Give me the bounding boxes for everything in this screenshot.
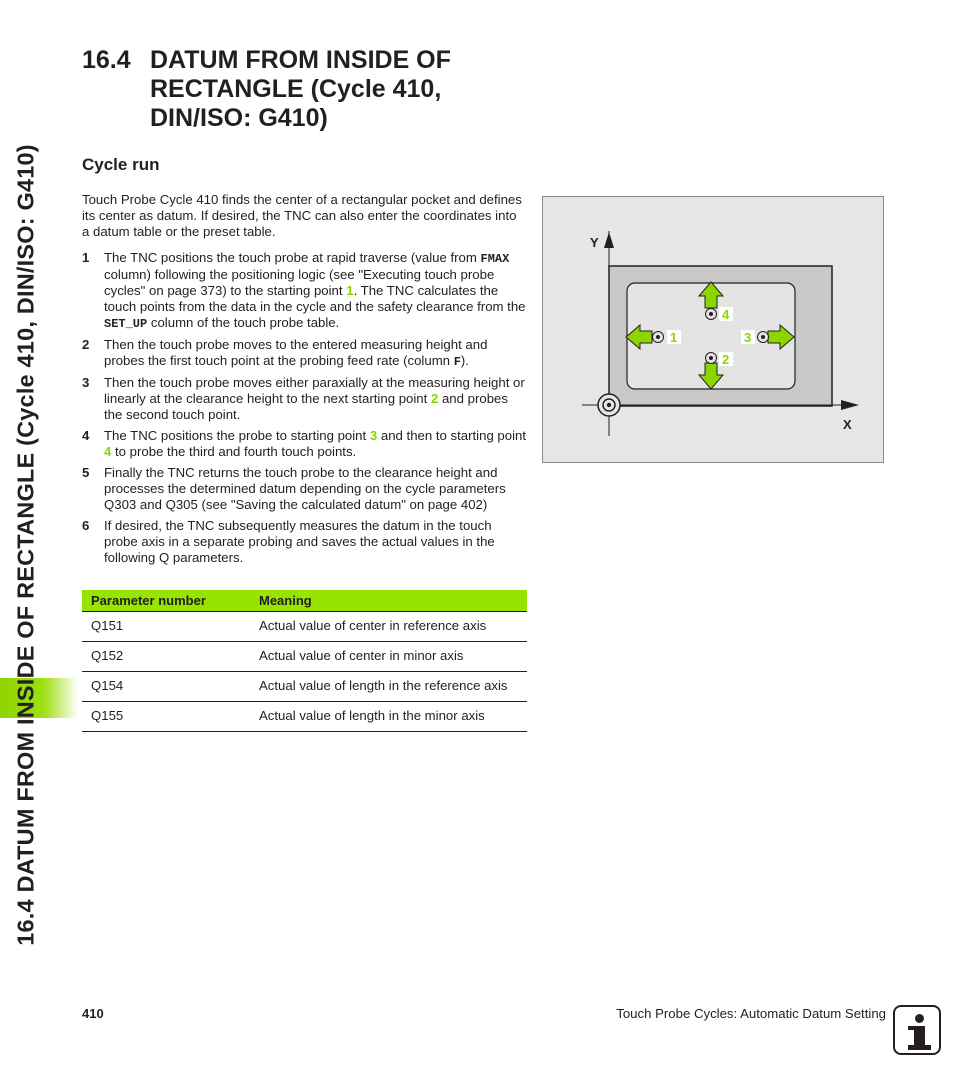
footer-text: Touch Probe Cycles: Automatic Datum Setting xyxy=(616,1006,886,1021)
section-title: DATUM FROM INSIDE OF RECTANGLE (Cycle 410, DIN/ISO: G410) xyxy=(150,46,451,132)
step-2: 2 Then the touch probe moves to the entered measuring height and probes the first touch point at the probing feed rate (column F). xyxy=(82,337,488,369)
point-label-2: 2 xyxy=(722,352,730,367)
table-cell: Actual value of length in the minor axis xyxy=(250,702,527,732)
table-row xyxy=(82,702,527,732)
touch-point-1-icon xyxy=(653,332,664,343)
q-parameter-table xyxy=(82,590,527,732)
section-heading: Cycle run xyxy=(82,155,160,174)
point-label-3: 3 xyxy=(744,330,752,345)
point-label-1: 1 xyxy=(670,330,678,345)
y-axis-label: Y xyxy=(590,235,599,250)
section-number: 16.4 xyxy=(82,46,131,74)
table-cell: Actual value of center in minor axis xyxy=(250,642,527,672)
probing-diagram xyxy=(542,196,884,463)
info-icon xyxy=(893,1005,941,1055)
touch-point-3-icon xyxy=(758,332,769,343)
point-label-4: 4 xyxy=(722,307,730,322)
step-1: 1 The TNC positions the touch probe at rapid traverse (value from FMAX column) following the positioning logic (see "Executing touch probe cycles" on page 373) to the starting point 1. The TNC calculates the touch points from the data in the cycle and the safety clearance from the SET_UP column of the touch probe table. xyxy=(82,250,526,331)
page-number: 410 xyxy=(82,1006,104,1021)
table-row xyxy=(82,642,527,672)
touch-point-4-icon xyxy=(706,309,717,320)
step-6: 6 If desired, the TNC subsequently measures the datum in the touch probe axis in a separate probing and saves the actual values in the following Q parameters. xyxy=(82,518,495,565)
x-axis-label: X xyxy=(843,417,852,432)
table-cell: Actual value of length in the reference axis xyxy=(250,672,527,702)
intro-paragraph: Touch Probe Cycle 410 finds the center of a rectangular pocket and defines its center as datum. If desired, the TNC can also enter the coordinates into a datum table or the preset table. xyxy=(82,192,522,239)
table-cell: Q151 xyxy=(82,612,250,642)
table-row xyxy=(82,612,527,642)
step-4: 4 The TNC positions the probe to starting point 3 and then to starting point 4 to probe the third and fourth touch points. xyxy=(82,428,527,459)
step-5: 5 Finally the TNC returns the touch probe to the clearance height and processes the determined datum depending on the cycle parameters Q303 and Q305 (see "Saving the calculated datum" on page 402) xyxy=(82,465,506,512)
table-cell: Q154 xyxy=(82,672,250,702)
column-header-meaning: Meaning xyxy=(250,590,527,612)
table-header-row xyxy=(82,590,527,612)
touch-point-2-icon xyxy=(706,353,717,364)
table-cell: Actual value of center in reference axis xyxy=(250,612,527,642)
column-header-parameter: Parameter number xyxy=(82,590,250,612)
step-list xyxy=(82,250,528,571)
datum-icon xyxy=(598,394,620,416)
table-row xyxy=(82,672,527,702)
step-3: 3 Then the touch probe moves either paraxially at the measuring height or linearly at the clearance height to the next starting point 2 and probes the second touch point. xyxy=(82,375,525,422)
table-cell: Q152 xyxy=(82,642,250,672)
table-cell: Q155 xyxy=(82,702,250,732)
